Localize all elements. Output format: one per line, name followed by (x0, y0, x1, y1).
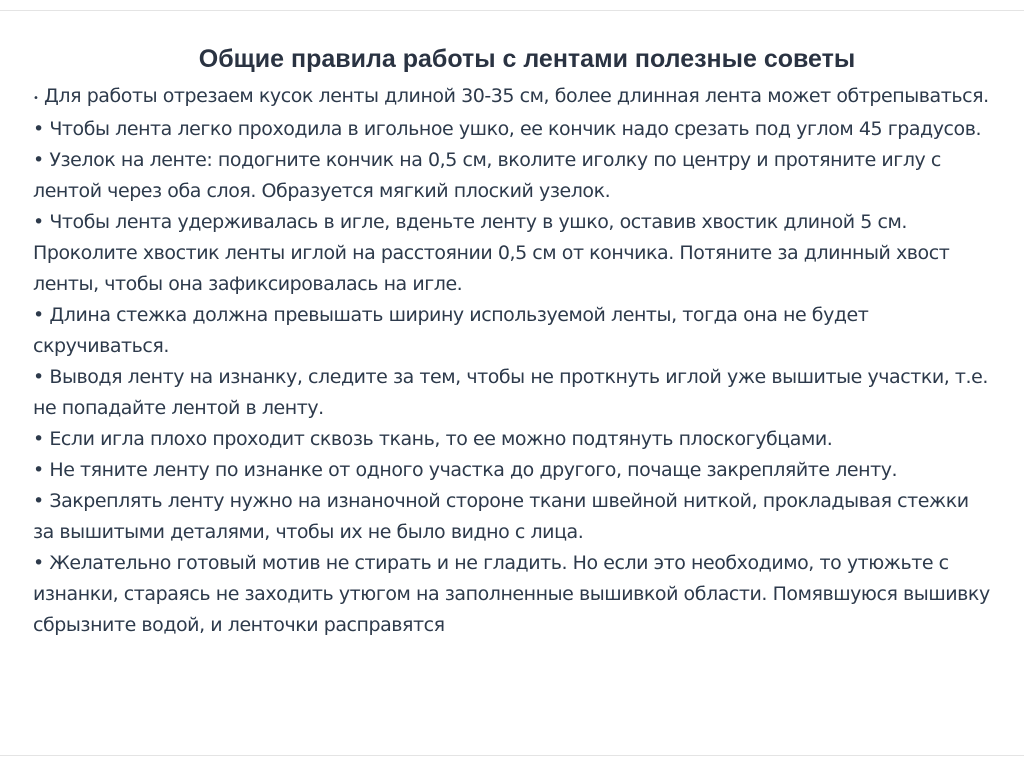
bullet: • (33, 118, 44, 140)
bottom-divider (0, 755, 1024, 756)
list-item (33, 362, 995, 424)
slide-title: Общие правила работы с лентами полезные советы (198, 45, 856, 73)
list-item (33, 300, 995, 362)
list-item-text: Если игла плохо проходит сквозь ткань, то ее можно подтянуть плоскогубцами. (43, 428, 833, 450)
bullet: • (33, 428, 44, 450)
bullet: • (33, 459, 44, 481)
list-item-text: Закреплять ленту нужно на изнаночной стороне ткани швейной ниткой, прокладывая стежки за вышитыми деталями, чтобы их не было видно с лица. (33, 490, 969, 543)
list-item-text: Чтобы лента легко проходила в игольное ушко, ее кончик надо срезать под углом 45 градусов. (43, 118, 982, 140)
bullet: • (33, 149, 44, 171)
list-item (33, 207, 995, 300)
list-item-text: Не тяните ленту по изнанке от одного участка до другого, почаще закрепляйте ленту. (43, 459, 898, 481)
list-item (33, 548, 995, 641)
bullet: • (33, 93, 39, 104)
bullet: • (33, 304, 44, 326)
list-item-text: Выводя ленту на изнанку, следите за тем, чтобы не проткнуть иглой уже вышитые участки, т.е. не попадайте лентой в ленту. (33, 366, 988, 419)
list-item (33, 145, 995, 207)
list-item (33, 486, 995, 548)
bullet: • (33, 552, 44, 574)
list-item (33, 455, 995, 486)
list-item-text: Длина стежка должна превышать ширину используемой ленты, тогда она не будет скручиваться. (33, 304, 869, 357)
list-item-text: Узелок на ленте: подогните кончик на 0,5 см, вколите иголку по центру и протяните иглу с лентой через оба слоя. Образуется мягкий плоский узелок. (33, 149, 941, 202)
tips-list (33, 81, 995, 641)
list-item-text: Для работы отрезаем кусок ленты длиной 30-35 см, более длинная лента может обтрепываться. (38, 85, 989, 107)
list-item-text: Желательно готовый мотив не стирать и не гладить. Но если это необходимо, то утюжьте с изнанки, стараясь не заходить утюгом на заполненные вышивкой области. Помявшуюся вышивку сбрызните водой, и ленточки расправятся (33, 552, 990, 636)
list-item-text: Чтобы лента удерживалась в игле, вденьте ленту в ушко, оставив хвостик длиной 5 см. Проколите хвостик ленты иглой на расстоянии 0,5 см от кончика. Потяните за длинный хвост ленты, чтобы она зафиксировалась на игле. (33, 211, 950, 295)
list-item (33, 114, 995, 145)
list-item (33, 81, 995, 114)
bullet: • (33, 366, 44, 388)
bullet: • (33, 211, 44, 233)
list-item (33, 424, 995, 455)
bullet: • (33, 490, 44, 512)
top-divider (0, 10, 1024, 11)
